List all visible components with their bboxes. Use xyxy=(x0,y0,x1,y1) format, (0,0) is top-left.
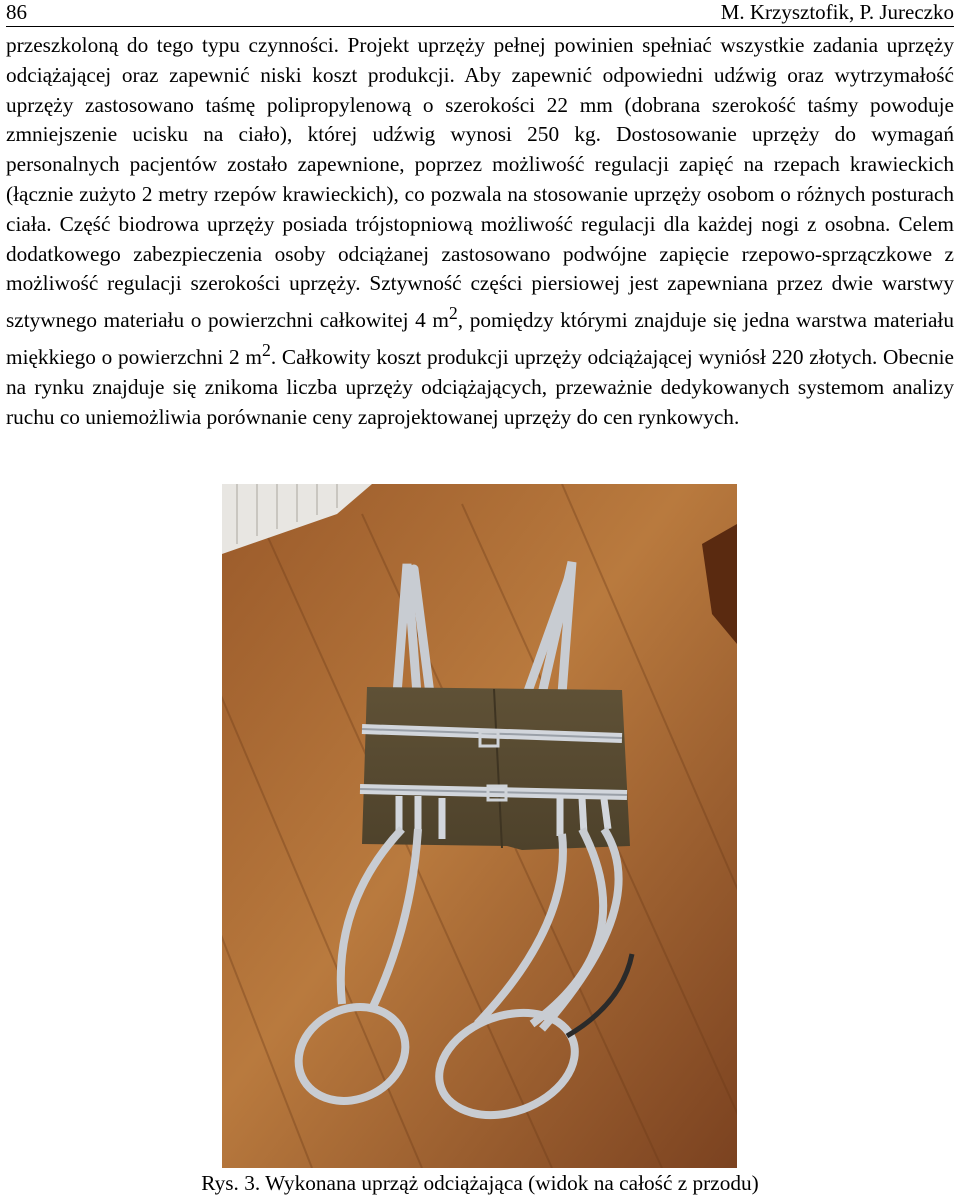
superscript-1: 2 xyxy=(448,303,458,324)
body-paragraph xyxy=(6,31,954,433)
superscript-2: 2 xyxy=(261,340,271,361)
running-head-authors: M. Krzysztofik, P. Jureczko xyxy=(720,0,954,24)
body-text-part-1: przeszkoloną do tego typu czynności. Projekt uprzęży pełnej powinien spełniać wszystkie zadania uprzęży odciążającej oraz zapewnić niski koszt produkcji. Aby zapewnić odpowiedni udźwig oraz wytrzymałość uprzęży zastosowano taśmę polipropylenową o szerokości 22 mm (dobrana szerokość taśmy powoduje zmniejszenie ucisku na ciało), której udźwig wynosi 250 kg. Dostosowanie uprzęży do wymagań personalnych pacjentów zostało zapewnione, poprzez możliwość regulacji zapięć na rzepach krawieckich (łącznie zużyto 2 metry rzepów krawieckich), co pozwala na stosowanie uprzęży osobom o różnych posturach ciała. Część biodrowa uprzęży posiada trójstopniową możliwość regulacji dla każdej nogi z osobna. Celem dodatkowego zabezpieczenia osoby odciążanej zastosowano podwójne zapięcie rzepowo-sprzączkowe z możliwość regulacji szerokości uprzęży. Sztywność części piersiowej jest zapewniana przez dwie warstwy sztywnego materiału o powierzchni całkowitej 4 m xyxy=(6,33,954,333)
page-header xyxy=(6,0,954,27)
page-number: 86 xyxy=(6,0,27,24)
harness-photo xyxy=(222,484,737,1168)
body-text-part-2: , pomiędzy którymi znajduje się jedna warstwa materiału miękkiego o powierzchni 2 m xyxy=(6,308,954,370)
body-text-part-3: . Całkowity koszt produkcji uprzęży odciążającej wyniósł 220 złotych. Obecnie na rynku znajduje się znikoma liczba uprzęży odciążających, przeważnie dedykowanych systemom analizy ruchu co uniemożliwia porównanie ceny zaprojektowanej uprzęży do cen rynkowych. xyxy=(6,345,954,429)
figure-caption: Rys. 3. Wykonana uprząż odciążająca (widok na całość z przodu) xyxy=(201,1171,759,1195)
